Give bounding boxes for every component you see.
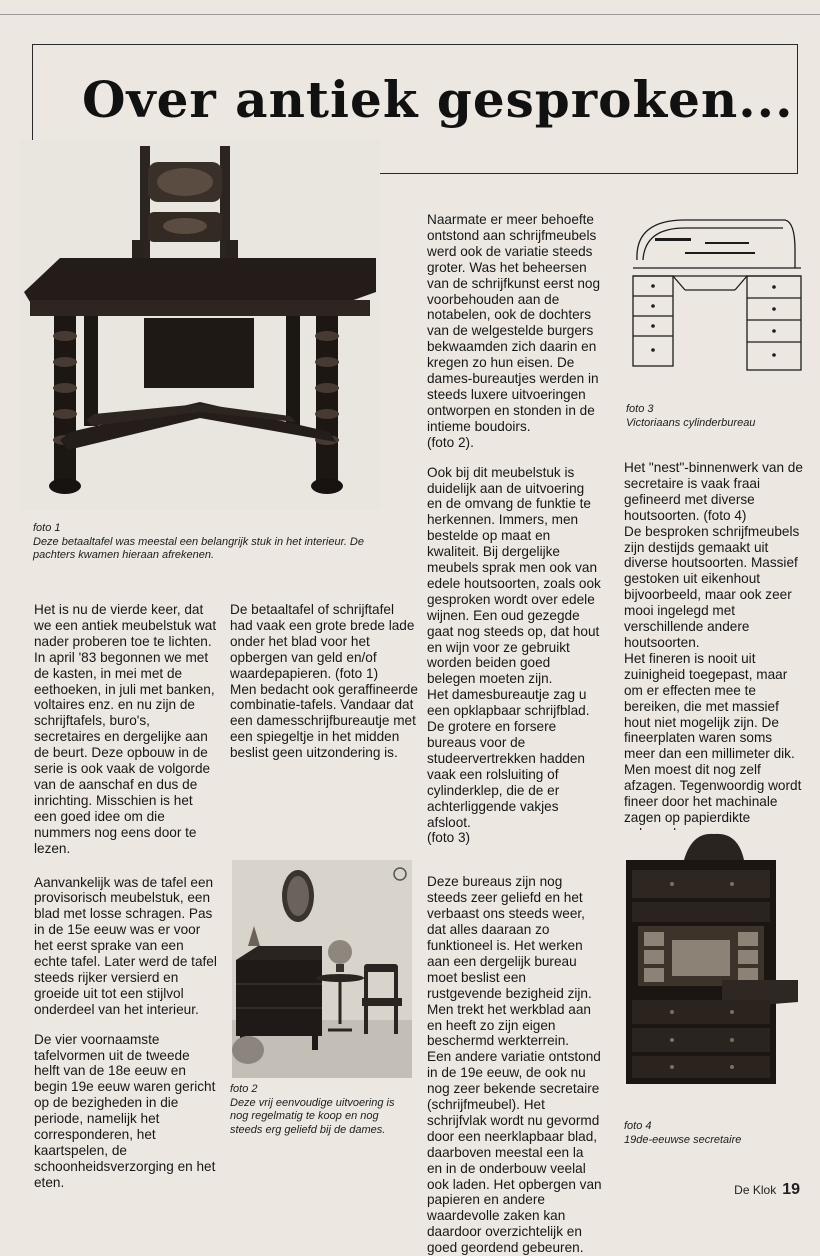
caption-foto-4 [624, 1120, 804, 1147]
article-column-3 [427, 212, 602, 1256]
caption-foto-2 [230, 1083, 412, 1137]
caption-text: Deze vrij eenvoudige uitvoering is nog regelmatig te koop en nog steeds erg geliefd bij de dames. [230, 1096, 395, 1136]
paragraph: De besproken schrijfmeubels zijn destijds gemaakt uit diverse houtsoorten. Massief gestoken uit eikenhout bijvoorbeeld, maar ook zeer mooi ingelegd met verschillende andere houtsoorten. [624, 523, 800, 650]
page-number: 19 [782, 1181, 800, 1198]
page-top-rule [0, 14, 820, 15]
paragraph: Naarmate er meer behoefte ontstond aan schrijfmeubels werd ook de variatie steeds groter. Was het beheersen van de schrijfkunst eerst nog voorbehouden aan de notabelen, ook de dochters van de welgestelde burgers bekwaamden zich daarin en kregen zo hun eisen. De dames-bureautjes werden in steeds luxere uitvoeringen ontworpen en stonden in de intieme boudoirs. [427, 212, 601, 434]
caption-label: foto 1 [33, 522, 61, 534]
paragraph: (foto 3) [427, 830, 471, 846]
caption-label: foto 3 [626, 403, 654, 415]
paragraph: Een andere variatie ontstond in de 19e eeuw, de ook nu nog zeer bekende secretaire (schrijfmeubel). Het schrijfvlak wordt nu gevormd door een neerklapbaar blad, daarboven meestal een la en in de onderbouw veelal ook laden. Het opbergen van papieren en andere waardevolle zaken kan daardoor overzichtelijk en goed geordend gebeuren. [427, 1049, 602, 1256]
ladies-desk-photo-icon [232, 860, 412, 1078]
paragraph: Het "nest"-binnenwerk van de secretaire is vaak fraai gefineerd met diverse houtsoorten. (foto 4) [624, 460, 803, 523]
paragraph: Het is nu de vierde keer, dat we een antiek meubelstuk wat nader proberen toe te lichten. In april '83 begonnen we met de kasten, in mei met de eethoeken, in juli met banken, voltaires enz. en nu zijn de schrijftafels, buro's, secretaires en dergelijke aan de beurt. Deze opbouw in de serie is ook vaak de volgorde van de aanschaf en dus de inrichting. Misschien is het een goed idee om die nummers nog eens door te lezen. [34, 602, 217, 856]
paragraph: (foto 2). [427, 434, 474, 450]
magazine-name: De Klok [734, 1183, 777, 1197]
caption-text: 19de-eeuwse secretaire [624, 1133, 742, 1146]
caption-text: Deze betaaltafel was meestal een belangrijk stuk in het interieur. De pachters kwamen hieraan afrekenen. [33, 535, 364, 562]
page-footer [734, 1181, 800, 1199]
article-column-2 [230, 602, 420, 761]
paragraph: De vier voornaamste tafelvormen uit de tweede helft van de 18e eeuw en begin 19e eeuw waren gericht op de bezigheden in die periode, namelijk het corresponderen, het kaartspelen, de schoonheidsverzorging en het eten. [34, 1031, 216, 1190]
caption-foto-3 [626, 403, 806, 430]
paragraph: Het fineren is nooit uit zuinigheid toegepast, maar om er effecten mee te bereiken, die met massief hout niet mogelijk zijn. De fineerplaten waren soms meer dan een millimeter dik. Men moest dit nog zelf afzagen. Tegenwoordig wordt fineer door het machinale zagen op papierdikte [624, 650, 802, 825]
article-column-1 [34, 602, 219, 1191]
page-title: Over antiek gesproken... [82, 70, 794, 129]
caption-foto-1 [33, 522, 378, 563]
paragraph: Ook bij dit meubelstuk is duidelijk aan de uitvoering en de omvang de funktie te herkennen. Immers, men bestelde op maat en kwaliteit. Bij dergelijke meubels sprak men ook van edele houtsoorten, zoals ook gesproken wordt over edele wijnen. Een oud gezegde gaat nog steeds op, dat hout en wijn voor ze gebruikt worden beiden goed belegen moeten zijn. [427, 464, 601, 687]
cylinder-desk-drawing-icon [625, 210, 805, 375]
pay-table-photo-icon [20, 140, 380, 510]
secretaire-photo-icon [622, 830, 800, 1086]
caption-text: Victoriaans cylinderbureau [626, 416, 756, 429]
paragraph: Deze bureaus zijn nog steeds zeer geliefd en het verbaast ons steeds weer, dat alles daaraan zo funktioneel is. Het werken aan een dergelijk bureau moet beslist een rustgevende bezigheid zijn. Men trekt het werkblad aan en heeft zo zijn eigen beschermd werkterrein. [427, 874, 592, 1049]
caption-label: foto 4 [624, 1120, 652, 1132]
paragraph: Men bedacht ook geraffineerde combinatie-tafels. Vandaar dat een damesschrijfbureautje met een spiegeltje in het midden beslist geen uitzondering is. [230, 681, 418, 761]
paragraph: Het damesbureautje zag u een opklapbaar schrijfblad. De grotere en forsere bureaus voor de studeervertrekken hadden vaak een rolsluiting of cylinderklep, die de er achterliggende vakjes afsloot. [427, 687, 590, 830]
caption-label: foto 2 [230, 1083, 258, 1095]
paragraph: Aanvankelijk was de tafel een provisorisch meubelstuk, een blad met losse schragen. Pas in de 15e eeuw was er voor het eerst sprake van een echte tafel. Later werd de tafel steeds rijker versierd en groeide uit tot een stijlvol onderdeel van het interieur. [34, 874, 217, 1017]
paragraph: De betaaltafel of schrijftafel had vaak een grote brede lade onder het blad voor het opbergen van geld en/of waardepapieren. (foto 1) [230, 602, 415, 681]
article-column-4 [624, 460, 804, 842]
